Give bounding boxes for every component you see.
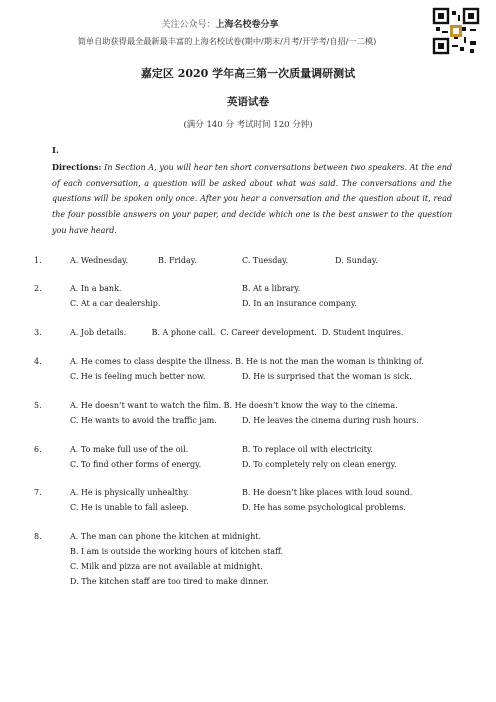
- question-number: 7.: [34, 488, 42, 498]
- question-number: 3.: [34, 328, 42, 338]
- question-5: [34, 398, 452, 428]
- question-2: [34, 281, 452, 311]
- option-b: B. To replace oil with electricity.: [242, 444, 373, 454]
- option-a: A. In a bank.: [70, 284, 122, 294]
- option-c: C. He is unable to fall asleep.: [70, 503, 189, 513]
- account-name: 上海名校卷分享: [215, 20, 279, 30]
- options-line-ab: A. He comes to class despite the illness. B. He is not the man the woman is thinking of.: [70, 356, 424, 366]
- question-number: 4.: [34, 356, 42, 366]
- option-a: A. To make full use of the oil.: [70, 444, 189, 454]
- header-banner: [0, 0, 496, 55]
- question-1: [34, 253, 452, 268]
- question-8: [34, 529, 452, 589]
- follow-prefix: 关注公众号：: [161, 20, 216, 30]
- question-number: 8.: [34, 532, 42, 542]
- option-d: D. The kitchen staff are too tired to make dinner.: [70, 577, 269, 587]
- option-c: C. Milk and pizza are not available at midnight.: [70, 562, 263, 572]
- directions-label: Directions:: [52, 161, 102, 172]
- option-c: C. He wants to avoid the traffic jam.: [70, 415, 217, 425]
- option-c: C. To find other forms of energy.: [70, 459, 202, 469]
- option-a: A. Wednesday.: [70, 255, 129, 265]
- option-b: B. At a library.: [242, 284, 301, 294]
- question-7: [34, 485, 452, 515]
- option-c: C. At a car dealership.: [70, 299, 161, 309]
- option-d: D. He has some psychological problems.: [242, 503, 406, 513]
- option-a: A. The man can phone the kitchen at midnight.: [70, 532, 262, 542]
- directions-text: In Section A, you will hear ten short conversations between two speakers. At the end of each conversation, a question will be asked about what was said. The conversations and the questions will be spoken only once. After you hear a conversation and the question about it, read the four possible answers on your paper, and decide which one is the best answer to the question you have heard.: [52, 162, 452, 235]
- directions-paragraph: [52, 160, 452, 239]
- banner-tagline: 简单自助获得最全最新最丰富的上海名校试卷(期中/期末/月考/开学考/自招/一二模): [77, 36, 377, 46]
- option-c: C. Tuesday.: [242, 255, 289, 265]
- question-number: 2.: [34, 284, 42, 294]
- option-d: D. Sunday.: [335, 255, 378, 265]
- option-d: D. To completely rely on clean energy.: [242, 459, 397, 469]
- follow-line: [0, 17, 440, 30]
- question-number: 1.: [34, 255, 42, 265]
- options-line-ab: A. He doesn’t want to watch the film. B. He doesn’t know the way to the cinema.: [70, 400, 398, 410]
- exam-title: 嘉定区 2020 学年高三第一次质量调研测试: [140, 67, 356, 80]
- qr-code-icon: [432, 7, 480, 55]
- question-number: 5.: [34, 400, 42, 410]
- section-label: I.: [52, 146, 59, 156]
- option-b: B. I am is outside the working hours of kitchen staff.: [70, 547, 284, 557]
- question-6: [34, 442, 452, 472]
- option-d: D. He leaves the cinema during rush hours.: [242, 415, 419, 425]
- option-b: B. Friday.: [158, 255, 197, 265]
- question-3: [34, 325, 452, 340]
- option-d: D. In an insurance company.: [242, 299, 357, 309]
- question-4: [34, 354, 452, 384]
- exam-content: [34, 140, 452, 589]
- option-b: B. He doesn’t like places with loud sound.: [242, 488, 413, 498]
- option-d: D. He is surprised that the woman is sick.: [242, 371, 412, 381]
- options-line: A. Job details. B. A phone call. C. Career development. D. Student inquires.: [70, 328, 404, 338]
- exam-subtitle: 英语试卷: [227, 96, 269, 108]
- option-a: A. He is physically unhealthy.: [70, 488, 190, 498]
- exam-meta: (满分 140 分 考试时间 120 分钟): [183, 120, 313, 130]
- question-number: 6.: [34, 444, 42, 454]
- option-c: C. He is feeling much better now.: [70, 371, 206, 381]
